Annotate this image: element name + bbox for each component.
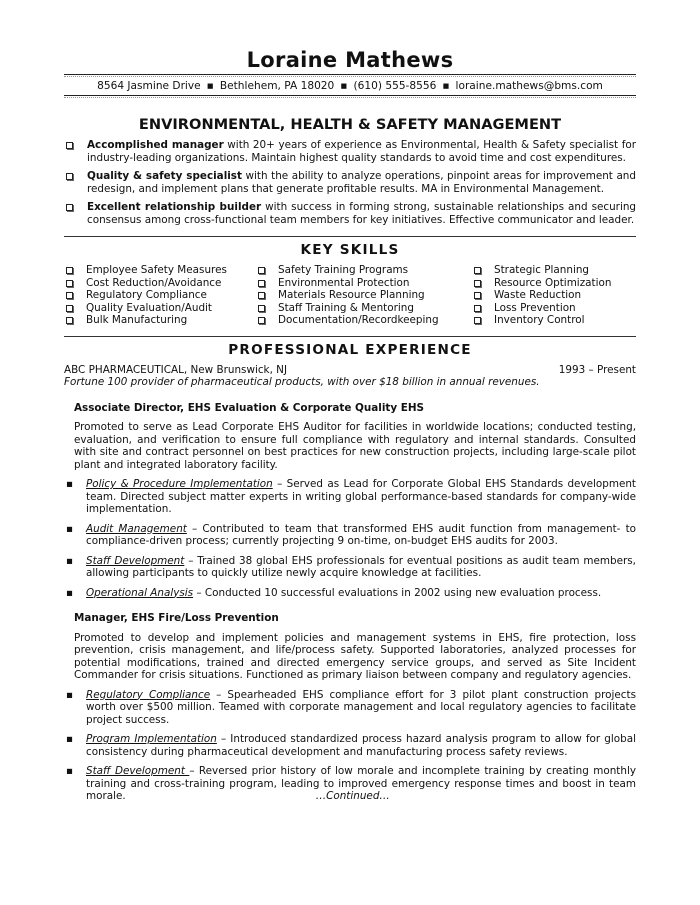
bullet-icon: ▪: [66, 522, 74, 535]
section-title: PROFESSIONAL EXPERIENCE: [228, 341, 472, 358]
checkbox-bullet-icon: [474, 292, 481, 299]
skill-label: Employee Safety Measures: [86, 264, 227, 276]
bullet-icon: ▪: [66, 554, 74, 567]
skill-item: [64, 289, 256, 302]
checkbox-bullet-icon: [474, 267, 481, 274]
skill-item: [472, 289, 611, 302]
experience-section: [64, 336, 636, 803]
company-name: ABC PHARMACEUTICAL, New Brunswick, NJ: [64, 363, 288, 376]
skill-item: [256, 264, 472, 277]
phone: (610) 555-8556: [353, 80, 437, 92]
divider: [64, 95, 636, 98]
summary-text: [87, 139, 636, 164]
address: 8564 Jasmine Drive: [97, 80, 201, 92]
summary-detail: with the ability to analyze operations, pinpoint areas for improvement and redesign, and implement plans that generate profitable results. MA in Environmental Management.: [87, 170, 636, 195]
key-skills-section: [64, 236, 636, 327]
skill-item: [472, 264, 611, 277]
skill-item: [472, 314, 611, 327]
achievement-detail: – Introduced standardized process hazard analysis program to allow for global consistency during pharmaceutical development and manufacturing process safety reviews.: [86, 733, 636, 758]
skill-item: [256, 314, 472, 327]
checkbox-bullet-icon: [66, 204, 73, 211]
skill-item: [472, 302, 611, 315]
achievement-item: [64, 689, 636, 727]
achievement-detail: – Spearheaded EHS compliance effort for 3 pilot plant construction projects worth over $500 million. Teamed with corporate management and local regulatory agencies to facilitate project success.: [86, 688, 636, 726]
achievement-text: [86, 523, 636, 548]
checkbox-bullet-icon: [66, 267, 73, 274]
section-title: KEY SKILLS: [300, 242, 400, 258]
bullet-icon: ▪: [66, 688, 74, 701]
skill-label: Strategic Planning: [494, 264, 590, 276]
achievement-label: Policy & Procedure Implementation: [86, 478, 273, 490]
skill-item: [64, 277, 256, 290]
summary-highlight: Quality & safety specialist: [87, 170, 242, 182]
company-description: Fortune 100 provider of pharmaceutical products, with over $18 billion in annual revenues.: [64, 376, 540, 388]
skill-label: Bulk Manufacturing: [86, 314, 188, 326]
achievement-item: [64, 478, 636, 516]
achievement-detail: – Reversed prior history of low morale and incomplete training by creating monthly training and cross-training program, leading to improved emergency response times and boost in team morale.: [86, 765, 636, 802]
checkbox-bullet-icon: [474, 317, 481, 324]
achievement-label: Program Implementation: [86, 733, 217, 745]
skill-label: Inventory Control: [494, 314, 585, 326]
achievement-detail: – Served as Lead for Corporate Global EHS Standards development team. Directed subject matter experts in writing global performance-based standards for company-wide implementation.: [86, 478, 637, 515]
email[interactable]: loraine.mathews@bms.com: [455, 80, 603, 92]
checkbox-bullet-icon: [258, 280, 265, 287]
bullet-icon: ▪: [66, 733, 74, 745]
checkbox-bullet-icon: [474, 280, 481, 287]
company-line: [64, 364, 636, 377]
skill-item: [472, 277, 611, 290]
skill-item: [64, 302, 256, 315]
skill-label: Resource Optimization: [494, 276, 612, 289]
skill-label: Documentation/Recordkeeping: [278, 314, 439, 326]
achievement-label: Staff Development: [86, 765, 190, 777]
dates: 1993 – Present: [558, 363, 636, 376]
bullet-icon: ▪: [66, 478, 74, 490]
achievement-label: Audit Management: [86, 522, 187, 535]
checkbox-bullet-icon: [474, 305, 481, 312]
skill-label: Cost Reduction/Avoidance: [86, 276, 222, 289]
bullet-icon: ▪: [66, 765, 74, 777]
skill-label: Loss Prevention: [494, 301, 576, 314]
skills-column: [472, 264, 611, 327]
achievement-detail: – Contributed to team that transformed EHS audit function from management- to compliance-driven process; currently projecting 9 on-time, on-budget EHS audits for 2003.: [86, 522, 636, 547]
checkbox-bullet-icon: [66, 280, 73, 287]
achievement-label: Staff Development: [86, 554, 185, 567]
skill-label: Environmental Protection: [278, 276, 410, 289]
summary-item: [64, 139, 636, 164]
skill-label: Safety Training Programs: [278, 264, 409, 276]
achievement-text: [86, 765, 636, 803]
summary-highlight: Accomplished manager: [87, 139, 224, 151]
jobs: [64, 402, 636, 803]
achievement-text: [86, 733, 636, 758]
summary-text: [87, 170, 636, 195]
achievement-text: [86, 555, 636, 580]
checkbox-bullet-icon: [258, 292, 265, 299]
checkbox-bullet-icon: [258, 305, 265, 312]
skill-label: Waste Reduction: [494, 289, 582, 301]
summary-item: [64, 201, 636, 226]
checkbox-bullet-icon: [66, 305, 73, 312]
achievement-item: [64, 555, 636, 580]
skill-item: [256, 289, 472, 302]
headline: ENVIRONMENTAL, HEALTH & SAFETY MANAGEMENT: [138, 116, 562, 133]
checkbox-bullet-icon: [258, 267, 265, 274]
achievement-item: [64, 587, 636, 600]
achievement-detail: – Trained 38 global EHS professionals for eventual positions as audit team members, allowing participants to quickly utilize newly acquire knowledge at facilities.: [86, 554, 636, 579]
achievement-text: [86, 478, 636, 516]
bullet-icon: ▪: [66, 586, 74, 599]
resume-page: [64, 46, 636, 810]
skills-column: [256, 264, 472, 327]
achievement-item: [64, 733, 636, 758]
skill-label: Quality Evaluation/Audit: [86, 301, 213, 314]
achievement-label: Operational Analysis: [86, 586, 194, 599]
city: Bethlehem, PA 18020: [219, 80, 335, 92]
summary-text: [87, 201, 636, 226]
checkbox-bullet-icon: [66, 173, 73, 180]
summary-detail: with success in forming strong, sustainable relationships and securing consensus among cross-functional team members for key initiatives. Effective communicator and leader.: [87, 201, 637, 226]
skill-item: [256, 277, 472, 290]
skill-label: Staff Training & Mentoring: [278, 301, 414, 314]
checkbox-bullet-icon: [66, 317, 73, 324]
checkbox-bullet-icon: [258, 317, 265, 324]
achievement-label: Regulatory Compliance: [86, 688, 211, 701]
job-description: Promoted to serve as Lead Corporate EHS Auditor for facilities in worldwide locations; conducted testing, evaluation, and verification to ensure full compliance with regulatory and internal standards. Consulted with site and contract personnel on best practices for new construction projects, including large-scale pilot plant and integrated laboratory facility.: [74, 421, 636, 471]
skills-column: [64, 264, 256, 327]
job-title: Manager, EHS Fire/Loss Prevention: [74, 612, 279, 624]
achievement-item: [64, 523, 636, 548]
job-description: Promoted to develop and implement policies and management systems in EHS, fire protection, loss prevention, crisis management, and life/process safety. Supported laboratories, analyzed processes for potential modifications, trained and directed emergency service groups, and served as Site Incident Commander for crisis situations. Functioned as primary liaison between company and regulatory agencies.: [74, 631, 636, 681]
job-title: Associate Director, EHS Evaluation & Corporate Quality EHS: [74, 401, 425, 414]
skill-label: Regulatory Compliance: [86, 289, 207, 301]
contact-line: [64, 77, 636, 95]
skill-label: Materials Resource Planning: [278, 289, 425, 301]
summary-item: [64, 170, 636, 195]
separator: ▪: [442, 80, 450, 92]
skill-item: [64, 314, 256, 327]
summary-list: [64, 139, 636, 226]
skill-item: [64, 264, 256, 277]
skills-grid: [64, 264, 636, 327]
summary-detail: with 20+ years of experience as Environmental, Health & Safety specialist for industry-leading organizations. Maintain highest quality standards to avoid time and cost expenditures.: [87, 139, 636, 164]
candidate-name: Loraine Mathews: [246, 48, 454, 72]
separator: ▪: [340, 80, 348, 92]
achievement-text: [86, 689, 636, 727]
continued-note: …Continued…: [315, 790, 390, 802]
skill-item: [256, 302, 472, 315]
achievement-detail: – Conducted 10 successful evaluations in 2002 using new evaluation process.: [193, 586, 602, 599]
separator: ▪: [206, 80, 214, 92]
summary-highlight: Excellent relationship builder: [87, 201, 262, 213]
achievement-text: [86, 587, 636, 600]
achievement-item: [64, 765, 636, 803]
checkbox-bullet-icon: [66, 142, 73, 149]
checkbox-bullet-icon: [66, 292, 73, 299]
